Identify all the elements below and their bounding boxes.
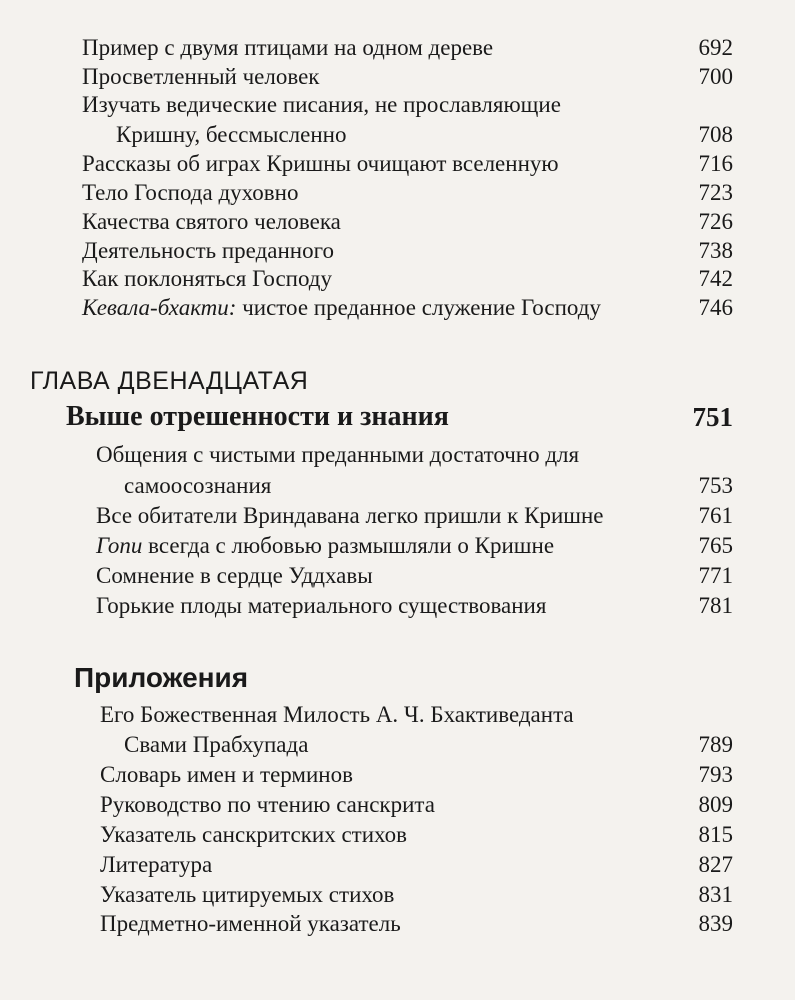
- entry-title: Руководство по чтению санскрита: [100, 792, 435, 817]
- entry-title-italic: Кевала-бхакти:: [82, 295, 237, 320]
- entry-title: [82, 294, 601, 322]
- entry-page: 831: [698, 882, 733, 907]
- entry-title: [96, 532, 554, 560]
- entry-title-rest: всегда с любовью размышляли о Кришне: [142, 533, 555, 558]
- entry-page: 781: [698, 593, 733, 618]
- entry-title-italic: Гопи: [96, 533, 143, 558]
- entry-title: Рассказы об играх Кришны очищают вселенную: [82, 151, 559, 176]
- entry-title: Свами Прабхупада: [124, 732, 309, 757]
- entry-title: Литература: [100, 852, 213, 877]
- entry-title: Все обитатели Вриндавана легко пришли к Кришне: [96, 503, 604, 528]
- entry-title: Его Божественная Милость А. Ч. Бхактиведанта: [100, 702, 574, 727]
- entry-page: 765: [698, 533, 733, 558]
- entry-title: Указатель цитируемых стихов: [100, 882, 395, 907]
- entry-page: 761: [698, 503, 733, 528]
- entry-title: Просветленный человек: [82, 64, 320, 89]
- entry-title: Кришну, бессмысленно: [116, 122, 347, 147]
- entry-title: Указатель санскритских стихов: [100, 822, 407, 847]
- entry-page: 793: [698, 762, 733, 787]
- entry-title: Сомнение в сердце Уддхавы: [96, 563, 373, 588]
- entry-title: Словарь имен и терминов: [100, 762, 353, 787]
- entry-page: 809: [698, 792, 733, 817]
- entry-title: Пример с двумя птицами на одном дереве: [82, 35, 494, 60]
- entry-page: 723: [698, 180, 733, 205]
- entry-page: 738: [698, 238, 733, 263]
- entry-title: самоосознания: [124, 473, 272, 498]
- entry-page: 692: [698, 35, 733, 60]
- appendix-title[interactable]: Приложения: [74, 662, 249, 693]
- chapter-title[interactable]: Выше отрешенности и знания: [66, 401, 449, 432]
- entry-page: 789: [698, 732, 733, 757]
- entry-page: 815: [698, 822, 733, 847]
- entry-title: Изучать ведические писания, не прославляющие: [82, 92, 561, 117]
- entry-title: Как поклоняться Господу: [82, 266, 333, 291]
- entry-title: Горькие плоды материального существования: [96, 593, 547, 618]
- chapter-page: 751: [692, 402, 733, 432]
- entry-title: Общения с чистыми преданными достаточно для: [96, 442, 580, 467]
- entry-page: 700: [698, 64, 733, 89]
- chapter-label: ГЛАВА ДВЕНАДЦАТАЯ: [30, 367, 309, 395]
- entry-page: 726: [698, 209, 733, 234]
- entry-title: Предметно-именной указатель: [100, 911, 401, 936]
- entry-title: Тело Господа духовно: [82, 180, 299, 205]
- entry-title: Деятельность преданного: [82, 238, 334, 263]
- entry-page: 771: [698, 563, 733, 588]
- entry-page: 708: [698, 122, 733, 147]
- entry-title-rest: чистое преданное служение Господу: [236, 295, 601, 320]
- entry-page: 753: [698, 473, 733, 498]
- entry-page: 746: [698, 295, 733, 320]
- entry-title: Качества святого человека: [82, 209, 341, 234]
- entry-page: 827: [698, 852, 733, 877]
- entry-page: 839: [698, 911, 733, 936]
- entry-page: 742: [698, 266, 733, 291]
- entry-page: 716: [698, 151, 733, 176]
